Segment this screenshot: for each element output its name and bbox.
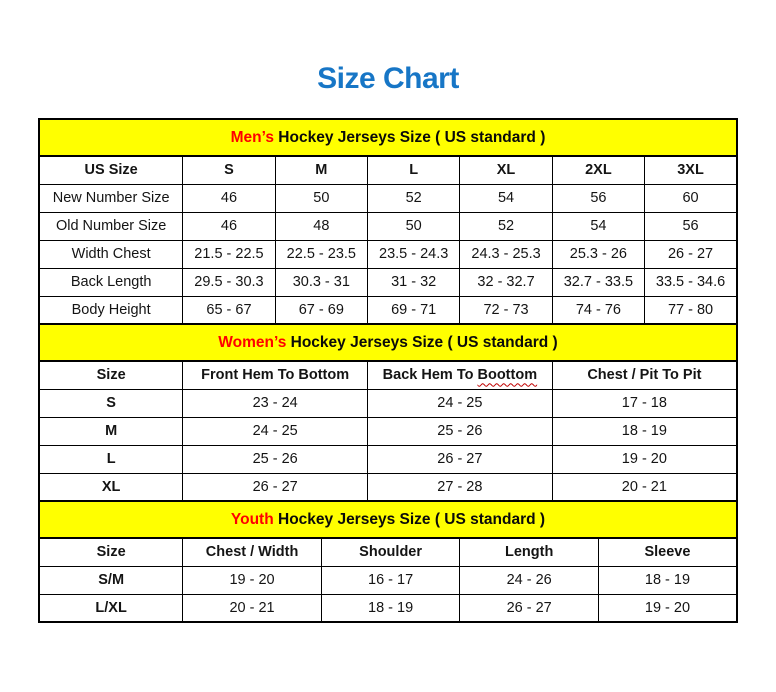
- youth-size-value-cell: 18 - 19: [598, 566, 737, 594]
- womens-column-header: Chest / Pit To Pit: [552, 361, 737, 389]
- youth-row-label: S/M: [39, 566, 183, 594]
- youth-banner-text: Hockey Jerseys Size ( US standard ): [273, 510, 546, 528]
- womens-size-value-cell: 26 - 27: [183, 473, 368, 501]
- youth-table-row: [39, 566, 737, 594]
- mens-table-row: [39, 240, 737, 268]
- mens-banner-highlight: Men’s: [230, 128, 274, 146]
- mens-size-value-cell: 52: [368, 184, 460, 212]
- mens-size-value-cell: 54: [552, 212, 644, 240]
- womens-size-value-cell: 23 - 24: [183, 389, 368, 417]
- womens-table-row: [39, 473, 737, 501]
- mens-size-value-cell: 52: [460, 212, 552, 240]
- womens-size-value-cell: 20 - 21: [552, 473, 737, 501]
- youth-section-banner: [39, 501, 737, 538]
- mens-size-value-cell: 65 - 67: [183, 296, 275, 324]
- mens-column-header: 3XL: [645, 156, 737, 184]
- mens-size-value-cell: 56: [552, 184, 644, 212]
- mens-size-value-cell: 74 - 76: [552, 296, 644, 324]
- mens-table-row: [39, 184, 737, 212]
- youth-column-header: Sleeve: [598, 538, 737, 566]
- youth-size-value-cell: 24 - 26: [460, 566, 599, 594]
- womens-row-label: XL: [39, 473, 183, 501]
- mens-table-row: [39, 268, 737, 296]
- mens-row-label: New Number Size: [39, 184, 183, 212]
- womens-row-label: M: [39, 417, 183, 445]
- youth-size-value-cell: 19 - 20: [598, 594, 737, 622]
- mens-size-value-cell: 46: [183, 184, 275, 212]
- womens-banner-row: [39, 324, 737, 361]
- youth-row-label: L/XL: [39, 594, 183, 622]
- womens-size-value-cell: 24 - 25: [183, 417, 368, 445]
- mens-table-row: [39, 212, 737, 240]
- mens-column-header: US Size: [39, 156, 183, 184]
- mens-size-value-cell: 60: [645, 184, 737, 212]
- mens-section-banner: [39, 119, 737, 156]
- mens-size-value-cell: 21.5 - 22.5: [183, 240, 275, 268]
- mens-column-header: L: [368, 156, 460, 184]
- mens-column-header: XL: [460, 156, 552, 184]
- mens-banner-row: [39, 119, 737, 156]
- womens-table-row: [39, 417, 737, 445]
- youth-size-value-cell: 26 - 27: [460, 594, 599, 622]
- mens-size-table: [38, 118, 738, 325]
- youth-banner-highlight: Youth: [230, 510, 274, 528]
- youth-size-value-cell: 20 - 21: [183, 594, 322, 622]
- womens-size-value-cell: 24 - 25: [368, 389, 553, 417]
- mens-row-label: Old Number Size: [39, 212, 183, 240]
- column-header-text: Back Hem To: [382, 367, 478, 384]
- mens-row-label: Body Height: [39, 296, 183, 324]
- mens-size-value-cell: 23.5 - 24.3: [368, 240, 460, 268]
- mens-size-value-cell: 25.3 - 26: [552, 240, 644, 268]
- womens-size-value-cell: 27 - 28: [368, 473, 553, 501]
- mens-size-value-cell: 29.5 - 30.3: [183, 268, 275, 296]
- mens-size-value-cell: 54: [460, 184, 552, 212]
- mens-row-label: Back Length: [39, 268, 183, 296]
- mens-size-value-cell: 22.5 - 23.5: [275, 240, 367, 268]
- youth-size-value-cell: 16 - 17: [321, 566, 460, 594]
- mens-size-value-cell: 72 - 73: [460, 296, 552, 324]
- womens-row-label: L: [39, 445, 183, 473]
- womens-table-row: [39, 389, 737, 417]
- womens-column-header: Size: [39, 361, 183, 389]
- womens-column-header: Front Hem To Bottom: [183, 361, 368, 389]
- mens-size-value-cell: 31 - 32: [368, 268, 460, 296]
- womens-row-label: S: [39, 389, 183, 417]
- mens-size-value-cell: 32 - 32.7: [460, 268, 552, 296]
- womens-table-row: [39, 445, 737, 473]
- youth-header-row: [39, 538, 737, 566]
- youth-size-value-cell: 19 - 20: [183, 566, 322, 594]
- mens-size-value-cell: 56: [645, 212, 737, 240]
- womens-section-banner: [39, 324, 737, 361]
- mens-column-header: 2XL: [552, 156, 644, 184]
- womens-column-header: [368, 361, 553, 389]
- size-chart-tables: [38, 118, 738, 623]
- youth-size-value-cell: 18 - 19: [321, 594, 460, 622]
- mens-size-value-cell: 48: [275, 212, 367, 240]
- womens-size-value-cell: 25 - 26: [368, 417, 553, 445]
- youth-size-table: [38, 500, 738, 623]
- womens-size-table: [38, 323, 738, 502]
- mens-column-header: S: [183, 156, 275, 184]
- youth-column-header: Chest / Width: [183, 538, 322, 566]
- mens-banner-text: Hockey Jerseys Size ( US standard ): [273, 128, 546, 146]
- mens-column-header: M: [275, 156, 367, 184]
- mens-size-value-cell: 69 - 71: [368, 296, 460, 324]
- mens-size-value-cell: 30.3 - 31: [275, 268, 367, 296]
- youth-table-row: [39, 594, 737, 622]
- youth-banner-row: [39, 501, 737, 538]
- youth-column-header: Shoulder: [321, 538, 460, 566]
- mens-row-label: Width Chest: [39, 240, 183, 268]
- womens-size-value-cell: 19 - 20: [552, 445, 737, 473]
- womens-header-row: [39, 361, 737, 389]
- misspelled-word-squiggle: Boottom: [477, 367, 538, 384]
- womens-size-value-cell: 18 - 19: [552, 417, 737, 445]
- mens-table-row: [39, 296, 737, 324]
- womens-banner-highlight: Women’s: [218, 333, 287, 351]
- mens-size-value-cell: 26 - 27: [645, 240, 737, 268]
- mens-size-value-cell: 32.7 - 33.5: [552, 268, 644, 296]
- mens-size-value-cell: 77 - 80: [645, 296, 737, 324]
- womens-size-value-cell: 26 - 27: [368, 445, 553, 473]
- youth-column-header: Length: [460, 538, 599, 566]
- womens-banner-text: Hockey Jerseys Size ( US standard ): [286, 333, 558, 351]
- mens-size-value-cell: 67 - 69: [275, 296, 367, 324]
- page-title: Size Chart: [317, 62, 459, 95]
- womens-size-value-cell: 25 - 26: [183, 445, 368, 473]
- mens-header-row: [39, 156, 737, 184]
- womens-size-value-cell: 17 - 18: [552, 389, 737, 417]
- mens-size-value-cell: 50: [368, 212, 460, 240]
- mens-size-value-cell: 24.3 - 25.3: [460, 240, 552, 268]
- youth-column-header: Size: [39, 538, 183, 566]
- mens-size-value-cell: 46: [183, 212, 275, 240]
- mens-size-value-cell: 33.5 - 34.6: [645, 268, 737, 296]
- mens-size-value-cell: 50: [275, 184, 367, 212]
